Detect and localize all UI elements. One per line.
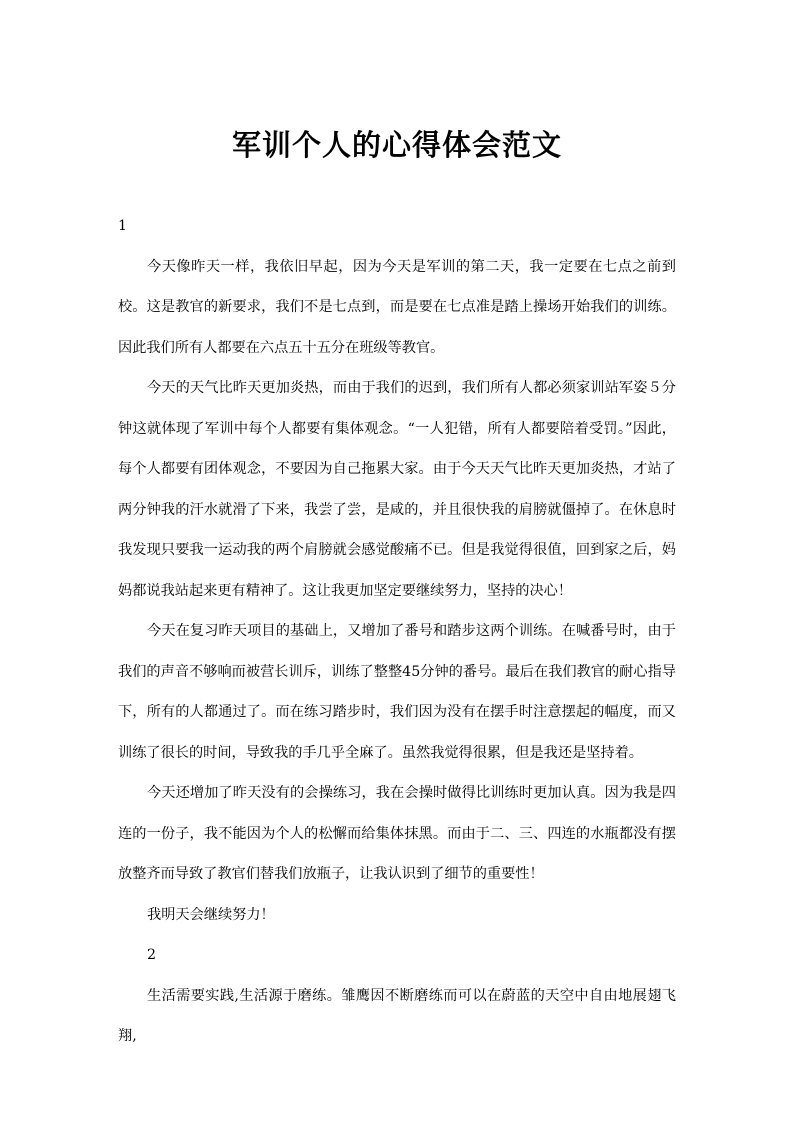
section-number: 1 xyxy=(118,218,128,234)
section-number: 2 xyxy=(147,947,157,963)
document-body xyxy=(118,206,676,1057)
document-title: 军训个人的心得体会范文 xyxy=(231,128,562,162)
paragraph: 我明天会继续努力！ xyxy=(147,906,275,923)
paragraph: 生活需要实践,生活源于磨练。雏鹰因不断磨练而可以在蔚蓝的天空中自由地展翅飞翔, xyxy=(118,987,676,1044)
paragraph: 今天在复习昨天项目的基础上，又增加了番号和踏步这两个训练。在喊番号时，由于我们的声音不够响而被营长训斥，训练了整整45分钟的番号。最后在我们教官的耐心指导下，所有的人都通过了。而在练习踏步时，我们因为没有在摆手时注意摆起的幅度，而又训练了很长的时间，导致我的手几乎全麻了。虽然我觉得很累，但是我还是坚持着。 xyxy=(118,623,676,761)
paragraph: 今天还增加了昨天没有的会操练习，我在会操时做得比训练时更加认真。因为我是四连的一份子，我不能因为个人的松懈而给集体抹黑。而由于二、三、四连的水瓶都没有摆放整齐而导致了教官们替我们放瓶子，让我认识到了细节的重要性！ xyxy=(118,785,676,882)
paragraph: 今天的天气比昨天更加炎热，而由于我们的迟到，我们所有人都必须家训站军姿５分钟这就体现了军训中每个人都要有集体观念。“一人犯错，所有人都要陪着受罚。”因此，每个人都要有团体观念，不要因为自己拖累大家。由于今天天气比昨天更加炎热，才站了两分钟我的汗水就滑了下来，我尝了尝，是咸的，并且很快我的肩膀就僵掉了。在休息时我发现只要我一运动我的两个肩膀就会感觉酸痛不已。但是我觉得很值，回到家之后，妈妈都说我站起来更有精神了。这让我更加坚定要继续努力，坚持的决心！ xyxy=(118,380,676,599)
paragraph: 今天像昨天一样，我依旧早起，因为今天是军训的第二天，我一定要在七点之前到校。这是教官的新要求，我们不是七点到，而是要在七点准是踏上操场开始我们的训练。因此我们所有人都要在六点五十五分在班级等教官。 xyxy=(118,258,676,356)
